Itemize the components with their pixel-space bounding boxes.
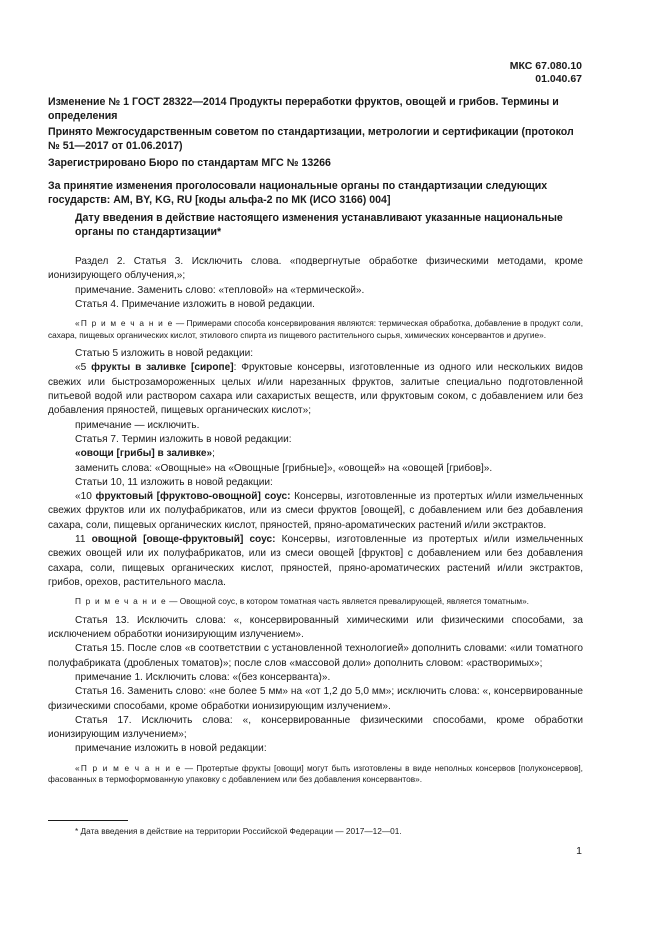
paragraph: Раздел 2. Статья 3. Исключить слова. «подвергнутые обработке физическими методами, кроме ионизирующего облучения,»; xyxy=(48,256,583,282)
amendment-title: Изменение № 1 ГОСТ 28322—2014 Продукты переработки фруктов, овощей и грибов. Термины и определения xyxy=(48,96,559,122)
footnote-divider xyxy=(48,820,128,821)
note-label: «П р и м е ч а н и е xyxy=(75,318,174,329)
paragraph: примечание 1. Исключить слова: «(без консерванта)». xyxy=(75,671,331,683)
mks-code-2: 01.040.67 xyxy=(535,73,582,85)
footnote: * Дата введения в действие на территории Российской Федерации — 2017—12—01. xyxy=(75,826,402,836)
page-number: 1 xyxy=(576,845,582,857)
classification-codes xyxy=(510,60,582,86)
paragraph: Статья 17. Исключить слова: «, консервированные физическими способами, кроме обработки ионизирующим излучением»; xyxy=(48,714,583,741)
paragraph: Статья 13. Исключить слова: «, консервированный химическими или физическими способами, за исключением обработки ионизирующим излучением». xyxy=(48,614,583,641)
amendment-body xyxy=(48,255,583,792)
adopted-statement: Принято Межгосударственным советом по стандартизации, метрологии и сертификации (протокол № 51—2017 от 01.06.2017) xyxy=(48,126,574,152)
definition: Консервы, изготовленные из протертых и/или измельченных свежих овощей или их полуфабрикатов, или из смеси овощей [фруктов] с добавлением или без добавления сахара, соли, пищевых органических кислот, пряностей, пряно-ароматических растений и/или экстрактов, грибов, орехов, растительного масла. xyxy=(48,534,583,588)
paragraph: Статья 4. Примечание изложить в новой редакции. xyxy=(75,298,315,310)
paragraph: примечание. Заменить слово: «тепловой» на «термической». xyxy=(75,284,365,296)
note-text: — Примерами способа консервирования являются: термическая обработка, добавление в продукт соли, сахара, пищевых органических кислот, этилового спирта из пищевого растительного сырья, химических консервантов и другие». xyxy=(48,318,583,340)
punctuation: ; xyxy=(212,448,215,460)
mks-code-1: МКС 67.080.10 xyxy=(509,60,582,72)
paragraph: примечание — исключить. xyxy=(75,419,200,431)
registration-statement: Зарегистрировано Бюро по стандартам МГС № 13266 xyxy=(48,157,331,169)
term-definition-11 xyxy=(48,533,583,590)
paragraph: Статья 7. Термин изложить в новой редакции: xyxy=(75,433,292,445)
effective-date-statement: Дату введения в действие настоящего изменения устанавливают указанные национальные органы по стандартизации* xyxy=(75,212,563,238)
paragraph: заменить слова: «Овощные» на «Овощные [грибные]», «овощей» на «овощей [грибов]». xyxy=(75,462,493,474)
note-label: П р и м е ч а н и е xyxy=(75,596,167,607)
note-text: — Протертые фрукты [овощи] могут быть изготовлены в виде неполных консервов [полуконсервов], фасованных в термоформованную упаковку с добавлением или без добавления консервантов». xyxy=(48,762,583,785)
note-article-17 xyxy=(48,763,583,786)
paragraph: Статью 5 изложить в новой редакции: xyxy=(75,348,254,360)
definition: : Фруктовые консервы, изготовленные из одного или нескольких видов свежих или быстрозамороженных целых и/или нарезанных фруктов, залитые специально подготовленной питьевой водой или раствором сахара или сахаристых веществ, или фруктовым соком, с добавлением или без добавления пряностей, пищевых органических кислот»; xyxy=(48,362,583,417)
term-definition-10 xyxy=(48,490,583,533)
term-number: «10 xyxy=(75,491,96,503)
term-number: «5 xyxy=(75,362,92,374)
voting-statement: За принятие изменения проголосовали национальные органы по стандартизации следующих государств: AM, BY, KG, RU [коды альфа-2 по МК (ИСО 3166) 004] xyxy=(48,180,548,206)
note-text: — Овощной соус, в котором томатная часть является превалирующей, является томатным». xyxy=(166,596,529,607)
paragraph: Статья 16. Заменить слово: «не более 5 мм» на «от 1,2 до 5,0 мм»; исключить слова: «, консервированные физическими способами, кроме обработки ионизирующим излучением». xyxy=(48,686,583,712)
term-7 xyxy=(48,447,583,461)
term-number: 11 xyxy=(75,534,92,546)
definition: Консервы, изготовленные из протертых и/или измельченных свежих фруктов или их полуфабрикатов, или из смеси фруктов [овощей], с добавлением или без добавления сахара, соли, пищевых органических кислот, пряностей, пряно-ароматических растений и/или экстрактов. xyxy=(48,491,583,531)
term-definition-5 xyxy=(48,361,583,418)
paragraph: Статья 15. После слов «в соответствии с установленной технологией» дополнить словами: «или томатного полуфабриката (дробленых томатов)»; после слов «массовой доли» дополнить словом: «растворимых»; xyxy=(48,643,583,669)
paragraph: примечание изложить в новой редакции: xyxy=(75,743,267,755)
term: фруктовый [фруктово-овощной] соус: xyxy=(95,491,291,503)
note-label: «П р и м е ч а н и е xyxy=(75,762,182,773)
paragraph: Статьи 10, 11 изложить в новой редакции: xyxy=(75,476,273,488)
note-article-4 xyxy=(48,318,583,341)
term: фрукты в заливке [сиропе] xyxy=(91,362,234,374)
note-article-11 xyxy=(48,596,583,608)
term: «овощи [грибы] в заливке» xyxy=(75,448,213,460)
term: овощной [овоще-фруктовый] соус: xyxy=(91,534,276,546)
